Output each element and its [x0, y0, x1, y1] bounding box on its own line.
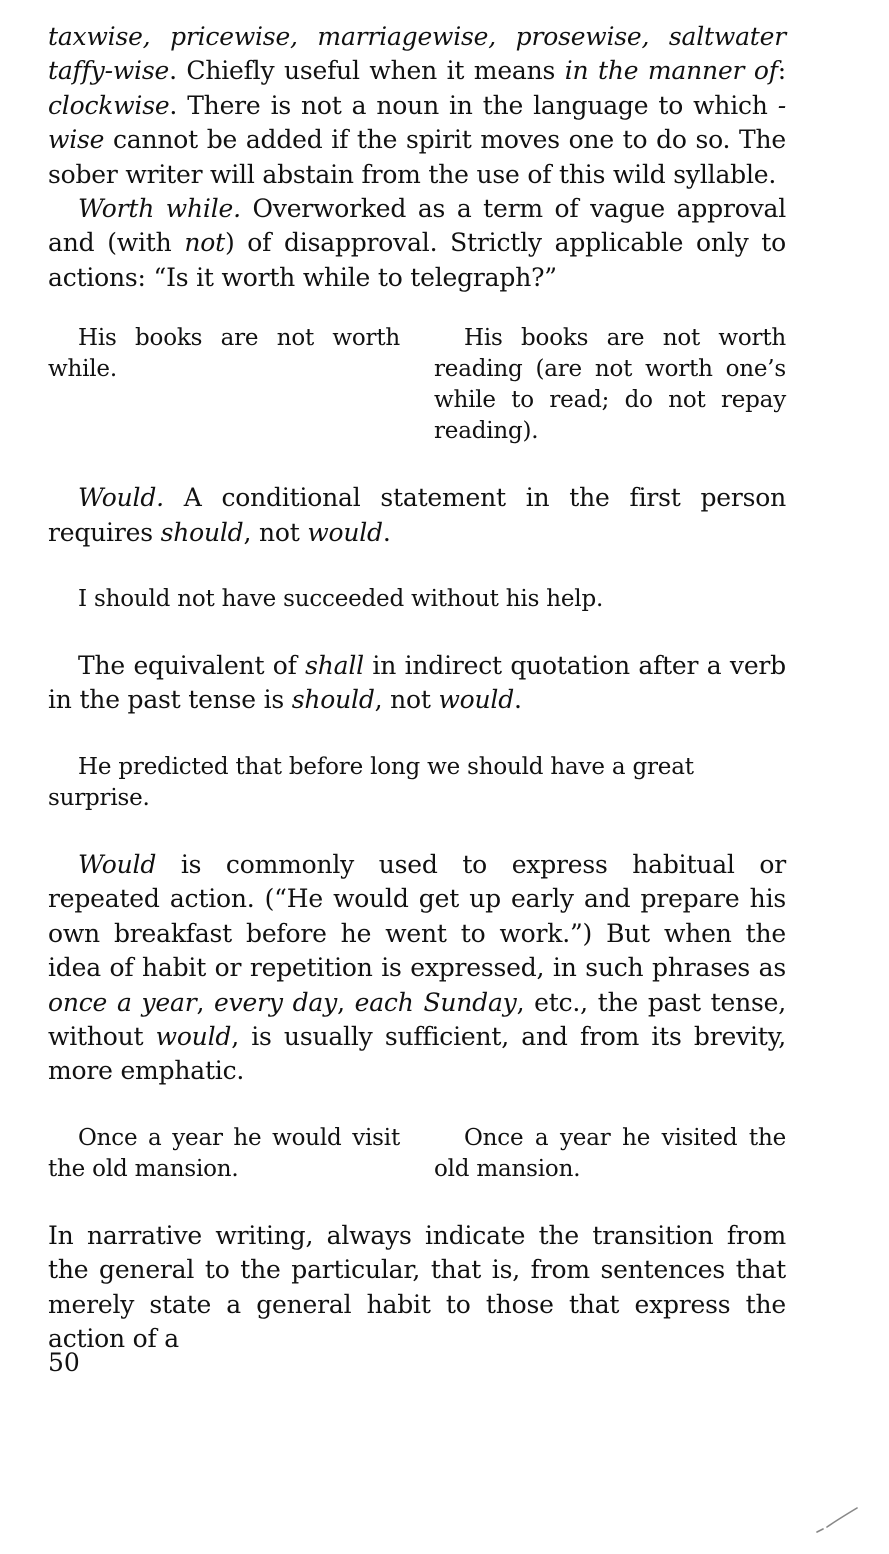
paragraph-worth-while	[48, 192, 786, 295]
book-page	[48, 20, 786, 1356]
italic-term: Would	[78, 849, 157, 879]
text-run: , not	[374, 685, 439, 715]
text-run: In narrative writing, always indicate the transition from the general to the particular, that is, from sentences that merely state a general habit to those that express the action of a	[48, 1220, 786, 1353]
paragraph-would-habitual	[48, 848, 786, 1089]
text-run: A conditional statement in the first person requires	[48, 483, 786, 547]
text-run: , is usually sufficient, and from its brevity, more emphatic.	[48, 1021, 786, 1086]
paragraph-narrative	[48, 1219, 786, 1357]
text-run: is commonly used to express habitual or repeated action. (“He would get up early and prepare his own breakfast before he went to work.”) But when the idea of habit or repetition is expressed, in such phrases as	[48, 849, 786, 983]
italic-term: not	[184, 228, 225, 258]
italic-term: -wise	[48, 90, 786, 155]
italic-term: Worth while.	[78, 194, 241, 224]
italic-term: would	[438, 685, 515, 715]
text-run: .	[514, 685, 522, 715]
text-run: The equivalent of	[78, 651, 306, 681]
text-run: ,	[196, 987, 215, 1017]
pencil-mark-icon	[813, 1500, 861, 1536]
text-run: :	[777, 56, 787, 86]
example-pair-worth-while	[48, 323, 786, 447]
text-run: in indirect quotation after a verb in the past tense is	[48, 651, 786, 715]
italic-term: in the manner of	[564, 56, 778, 86]
italic-term: would	[155, 1021, 232, 1051]
italic-term: should	[160, 517, 244, 547]
italic-term: every day	[214, 987, 338, 1017]
text-run: . Chiefly useful when it means	[169, 56, 565, 86]
text-run: . There is not a noun in the language to which	[169, 90, 778, 120]
example-right: His books are not worth reading (are not worth one’s while to read; do not repay reading).	[434, 325, 786, 445]
example-pair-once-a-year	[48, 1123, 786, 1185]
text-run: .	[382, 517, 391, 547]
paragraph-shall-indirect	[48, 649, 786, 718]
italic-term: shall	[305, 651, 364, 681]
italic-term: should	[291, 685, 375, 715]
italic-term: taxwise, pricewise, marriagewise, prosewise, saltwater taffy-wise	[48, 22, 786, 86]
page-number: 50	[48, 1348, 80, 1377]
italic-term: each Sunday	[354, 987, 517, 1017]
paragraph-wise	[48, 20, 786, 192]
text-run: , not	[243, 517, 308, 547]
text-run: ) of disapproval. Strictly applicable only to actions: “Is it worth while to telegraph?”	[48, 228, 786, 292]
example-should-help: I should not have succeeded without his help.	[78, 586, 604, 613]
example-surprise: He predicted that before long we should have a great surprise.	[48, 753, 694, 811]
text-run: ,	[337, 987, 355, 1017]
text-run: cannot be added if the spirit moves one to do so. The sober writer will abstain from the use of this wild syllable.	[48, 125, 786, 189]
italic-term: would	[307, 517, 383, 547]
italic-term: clockwise	[48, 90, 170, 120]
italic-term: Would.	[78, 483, 164, 513]
italic-term: once a year	[48, 987, 197, 1017]
example-left: His books are not worth while.	[48, 325, 400, 383]
text-run: Overworked as a term of vague approval and (with	[48, 194, 786, 258]
example-right: Once a year he visited the old mansion.	[434, 1124, 786, 1182]
example-left: Once a year he would visit the old mansion.	[48, 1124, 400, 1182]
paragraph-would-conditional	[48, 481, 786, 550]
text-run: , etc., the past tense, without	[48, 987, 786, 1051]
